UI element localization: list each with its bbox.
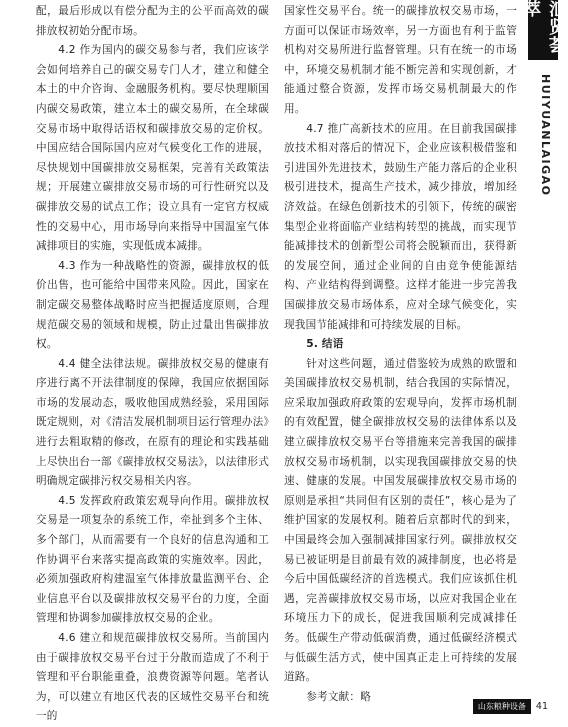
paragraph-4-5: 4.5 发挥政府政策宏观导向作用。碳排放权交易是一项复杂的系统工作，牵扯到多个主体、多个部门，从而需要有一个良好的信息沟通和工作协调平台来落实提高政策的实施效率。因此，必须加强政府构建温室气体排放量监测平台、企业信息平台以及碳排放权交易平台的力度，全面管理和协调参加碳排放权交易的企业。 (36, 494, 269, 625)
left-text-column (36, 2, 269, 727)
paragraph-4-4: 4.4 健全法律法规。碳排放权交易的健康有序进行离不开法律制度的保障，我国应依据国际市场的发展动态，吸收他国成熟经验，采用国际既定规则，对《清洁发展机制项目运行管理办法》进行去粗取精的修改，在原有的理论和实践基础上尽快出台一部《碳排放权交易法》，以法律形式明确规定碳排污权交易相关内容。 (36, 357, 269, 488)
paragraph-conclusion: 针对这些问题，通过借鉴较为成熟的欧盟和美国碳排放权交易机制，结合我国的实际情况，应采取加强政府政策的宏观导向，发挥市场机制的有效配置，健全碳排放权交易的法律体系以及建立碳排放权交易平台等措施来完善我国的碳排放权交易市场机制，以实现我国碳排放交易的快速、健康的发展。中国发展碳排放权交易市场的原则是承担“共同但有区别的责任”，核心是为了维护国家的发展权利。随着后京都时代的到来，中国最终会加入强制减排国家行列。碳排放权交易已被证明是目前最有效的减排制度，也必将是今后中国低碳经济的首选模式。我们应该抓住机遇，完善碳排放权交易市场，以应对我国企业在环境压力下的成长，促进我国顺利完成减排任务。低碳生产带动低碳消费，通过低碳经济模式与低碳生活方式，使中国真正走上可持续的发展道路。 (284, 357, 517, 684)
section-heading-conclusion: 5. 结语 (306, 338, 344, 351)
column-name-tab (520, 0, 565, 60)
journal-badge: 山东粮种设备 (473, 699, 531, 714)
paragraph-4-6: 4.6 建立和规范碳排放权交易所。当前国内由于碳排放权交易平台过于分散而造成了不利于管理和平台职能重叠，浪费资源等问题。笔者认为，可以建立有地区代表的区域性交易平台和统一的 (36, 632, 269, 723)
right-text-column (284, 2, 517, 707)
paragraph-4-3: 4.3 作为一种战略性的资源，碳排放权的低价出售，也可能给中国带来风险。因此，国家在制定碳交易整体战略时应当把握适度原则，合理规范碳交易的领域和规模，防止过量出售碳排放权。 (36, 259, 269, 351)
column-name: 汇贤荟萃 (520, 0, 565, 54)
page-number: 41 (535, 701, 548, 712)
paragraph-4-7: 4.7 推广高新技术的应用。在目前我国碳排放技术相对落后的情况下，企业应该积极借鉴和引进国外先进技术，鼓励生产能力落后的企业积极引进技术，提高生产技术，减少排放，增加经济效益。在绿色创新技术的引领下，传统的碳密集型企业将面临产业结构转型的挑战，而实现节能减排技术的创新型公司将会脱颖而出，获得新的发展空间，通过企业间的自由竞争使能源结构、产业结构得到调整。这样才能进一步完善我国碳排放交易市场体系，应对全球气候变化，实现我国节能减排和可持续发展的目标。 (284, 122, 517, 331)
page-footer (473, 699, 548, 714)
column-pinyin: HUIYUANLAIGAO (539, 74, 552, 197)
paragraph-continuation: 配，最后形成以有偿分配为主的公平而高效的碳排放权初始分配市场。 (36, 5, 269, 37)
paragraph-continuation-right: 国家性交易平台。统一的碳排放权交易市场，一方面可以保证市场效率，另一方面也有利于监管机构对交易所进行监督管理。只有在统一的市场中，环境交易机制才能不断完善和实现创新，才能通过整合资源，发挥市场交易机制最大的作用。 (284, 5, 517, 115)
references-line: 参考文献：略 (306, 690, 372, 703)
paragraph-4-2: 4.2 作为国内的碳交易参与者，我们应该学会如何培养自己的碳交易专门人才，建立和健全本土的中介咨询、金融服务机构。要尽快理顺国内碳交易政策，建立本土的碳交易所，在全球碳交易市场中取得话语权和碳排放交易的定价权。中国应结合国际国内应对气候变化工作的进展，尽快规划中国碳排放交易框架，完善有关政策法规；开展建立碳排放交易市场的可行性研究以及碳排放交易的试点工作；设立具有一定官方权威性的交易中心，用市场导向来指导中国温室气体减排项目的实施，实现低成本减排。 (36, 44, 269, 253)
